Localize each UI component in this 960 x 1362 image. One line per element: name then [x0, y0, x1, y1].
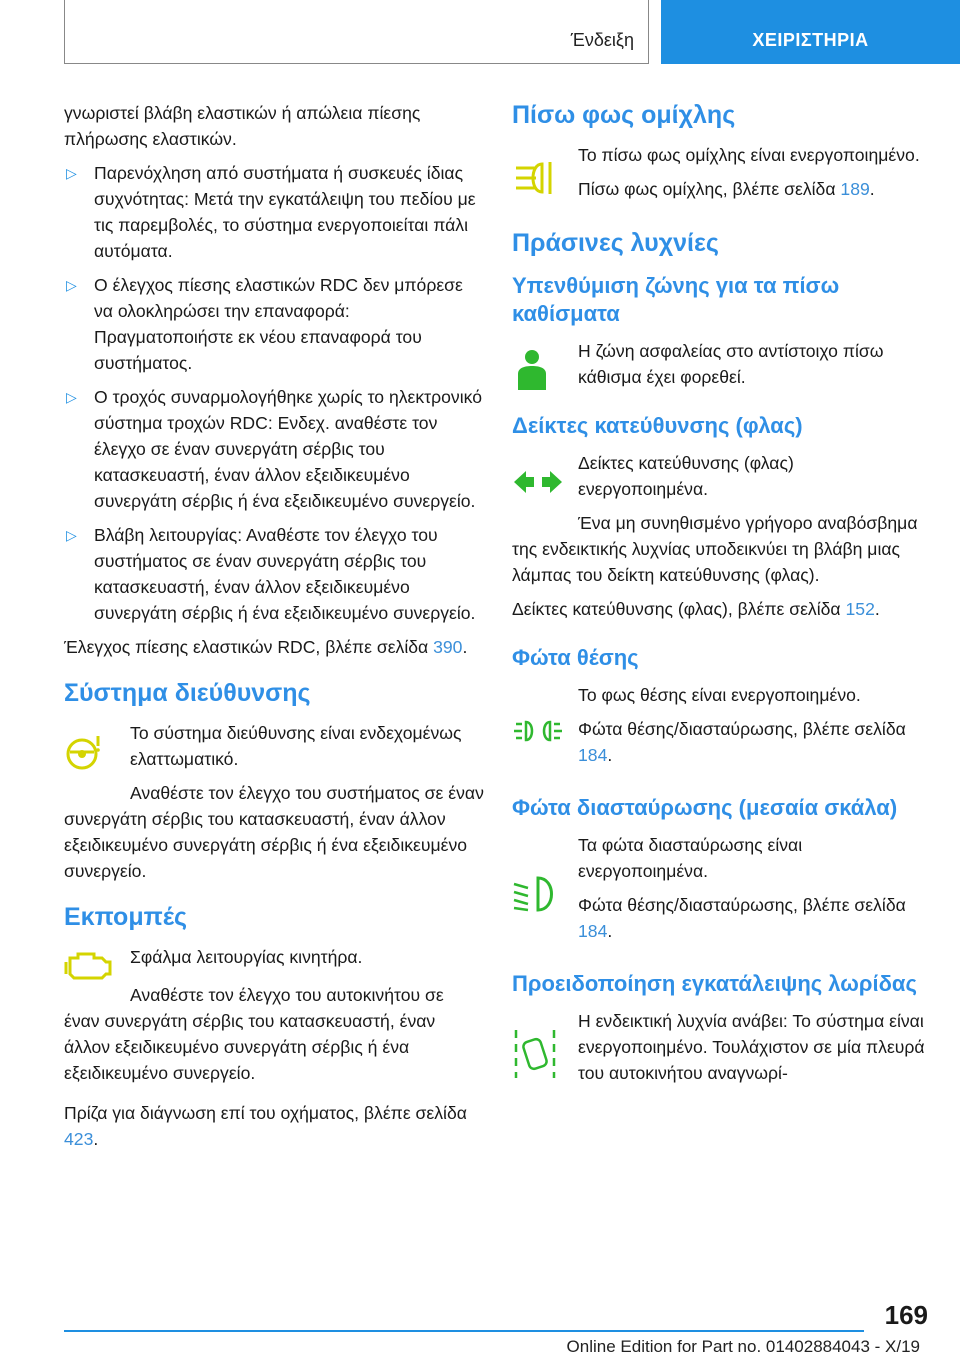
list-item: ▷ Ο έλεγχος πίεσης ελαστικών RDC δεν μπόρεσε να ολοκληρώσει την επαναφορά: Πραγματοποιήστε εκ νέου επαναφορά του συστήματος.	[64, 272, 484, 376]
list-item: ▷ Παρενόχληση από συστήματα ή συσκευές ίδιας συχνότητας: Μετά την εγκατάλειψη του πεδίου με τις παρεμβολές, το σύστημα ενεργοποιείται πάλι αυτόματα.	[64, 160, 484, 264]
fog-reference: Πίσω φως ομίχλης, βλέπε σελίδα 189.	[578, 179, 875, 199]
steering-row	[64, 720, 484, 780]
turn-advice: Ένα μη συνηθισμένο γρήγορο αναβόσβημα της ενδεικτικής λυχνίας υποδεικνύει τη βλάβη μιας λάμπας του δείκτη κατεύθυνσης (φλας).	[512, 513, 918, 585]
left-column	[64, 100, 484, 1160]
lane-departure-icon	[512, 1008, 578, 1094]
diag-reference: Πρίζα για διάγνωση επί του οχήματος, βλέπε σελίδα 423.	[64, 1103, 467, 1149]
steering-advice: Αναθέστε τον έλεγχο του συστήματος σε έναν συνεργάτη σέρβις του κατασκευαστή, έναν άλλον εξειδικευμένο συνεργάτη σέρβις ή ένα εξειδικευμένο συνεργείο.	[64, 783, 484, 881]
turn-signal-icon	[512, 450, 578, 510]
lane-heading: Προειδοποίηση εγκατάλειψης λωρίδας	[512, 971, 917, 996]
pos-heading: Φώτα θέσης	[512, 645, 639, 670]
right-column	[512, 100, 927, 1094]
steering-heading: Σύστημα διεύθυνσης	[64, 679, 311, 707]
lane-text: Η ενδεικτική λυχνία ανάβει: Το σύστημα είναι ενεργοποιημένο. Τουλάχιστον σε μία πλευρά του αυτοκινήτου αναγνωρί-	[578, 1011, 925, 1083]
lane-row	[512, 1008, 927, 1094]
fog-heading: Πίσω φως ομίχλης	[512, 101, 736, 129]
triangle-bullet-icon: ▷	[66, 389, 77, 405]
header-section: Ένδειξη	[570, 30, 634, 50]
bullet-list	[64, 160, 484, 626]
belt-row	[512, 338, 927, 398]
footer-divider	[64, 1330, 864, 1332]
pos-text: Το φως θέσης είναι ενεργοποιημένο.	[578, 685, 861, 705]
rdc-reference: Έλεγχος πίεσης ελαστικών RDC, βλέπε σελίδα 390.	[64, 637, 468, 657]
header-chapter: ΧΕΙΡΙΣΤΗΡΙΑ	[752, 30, 869, 50]
position-light-icon	[512, 682, 578, 776]
fog-row	[512, 142, 927, 210]
edition-text: Online Edition for Part no. 01402884043 - X/19	[566, 1337, 920, 1356]
green-heading: Πράσινες λυχνίες	[512, 229, 719, 257]
pos-row	[512, 682, 927, 776]
belt-text: Η ζώνη ασφαλείας στο αντίστοιχο πίσω κάθισμα έχει φορεθεί.	[578, 341, 884, 387]
rear-fog-light-icon	[512, 142, 578, 210]
intro-text: γνωριστεί βλάβη ελαστικών ή απώλεια πίεσης πλήρωσης ελαστικών.	[64, 103, 421, 149]
header-section-box	[64, 0, 649, 64]
turn-page-link[interactable]: 152	[845, 599, 875, 619]
emissions-text: Σφάλμα λειτουργίας κινητήρα.	[130, 947, 363, 967]
list-item: ▷ Ο τροχός συναρμολογήθηκε χωρίς το ηλεκτρονικό σύστημα τροχών RDC: Ενδεχ. αναθέστε τον έλεγχο σε έναν συνεργάτη σέρβις του κατασκευαστή, έναν άλλον εξειδικευμένο συνεργάτη σέρβις ή ένα εξειδικευμένο συνεργείο.	[64, 384, 484, 514]
header-chapter-tab[interactable]	[661, 0, 960, 64]
list-item: ▷ Βλάβη λειτουργίας: Αναθέστε τον έλεγχο του συστήματος σε έναν συνεργάτη σέρβις του κατασκευαστή, έναν άλλον εξειδικευμένο συνεργάτη σέρβις ή ένα εξειδικευμένο συνεργείο.	[64, 522, 484, 626]
low-beam-icon	[512, 832, 578, 952]
fog-page-link[interactable]: 189	[840, 179, 870, 199]
diag-page-link[interactable]: 423	[64, 1129, 94, 1149]
pos-reference: Φώτα θέσης/διασταύρωσης, βλέπε σελίδα 184.	[578, 719, 906, 765]
rdc-page-link[interactable]: 390	[433, 637, 463, 657]
steering-text: Το σύστημα διεύθυνσης είναι ενδεχομένως ελαττωματικό.	[130, 723, 462, 769]
engine-check-icon	[64, 944, 130, 982]
turn-text: Δείκτες κατεύθυνσης (φλας) ενεργοποιημένα.	[578, 453, 794, 499]
page-number: 169	[884, 1300, 928, 1330]
low-row	[512, 832, 927, 952]
emissions-row	[64, 944, 484, 982]
triangle-bullet-icon: ▷	[66, 277, 77, 293]
low-heading: Φώτα διασταύρωσης (μεσαία σκάλα)	[512, 795, 898, 820]
triangle-bullet-icon: ▷	[66, 165, 77, 181]
turn-reference: Δείκτες κατεύθυνσης (φλας), βλέπε σελίδα 152.	[512, 599, 880, 619]
low-reference: Φώτα θέσης/διασταύρωσης, βλέπε σελίδα 184.	[578, 895, 906, 941]
emissions-heading: Εκπομπές	[64, 903, 188, 931]
emissions-advice: Αναθέστε τον έλεγχο του αυτοκινήτου σε έναν συνεργάτη σέρβις του κατασκευαστή, έναν άλλον εξειδικευμένο συνεργάτη σέρβις ή ένα εξειδικευμένο συνεργείο.	[64, 985, 444, 1083]
turn-heading: Δείκτες κατεύθυνσης (φλας)	[512, 413, 803, 438]
belt-heading: Υπενθύμιση ζώνης για τα πίσω καθίσματα	[512, 273, 840, 326]
low-text: Τα φώτα διασταύρωσης είναι ενεργοποιημένα.	[578, 835, 803, 881]
pos-page-link[interactable]: 184	[578, 745, 608, 765]
steering-warning-icon	[64, 720, 130, 780]
seatbelt-icon	[512, 338, 578, 398]
turn-row	[512, 450, 927, 510]
fog-text: Το πίσω φως ομίχλης είναι ενεργοποιημένο.	[578, 145, 920, 165]
triangle-bullet-icon: ▷	[66, 527, 77, 543]
low-page-link[interactable]: 184	[578, 921, 608, 941]
